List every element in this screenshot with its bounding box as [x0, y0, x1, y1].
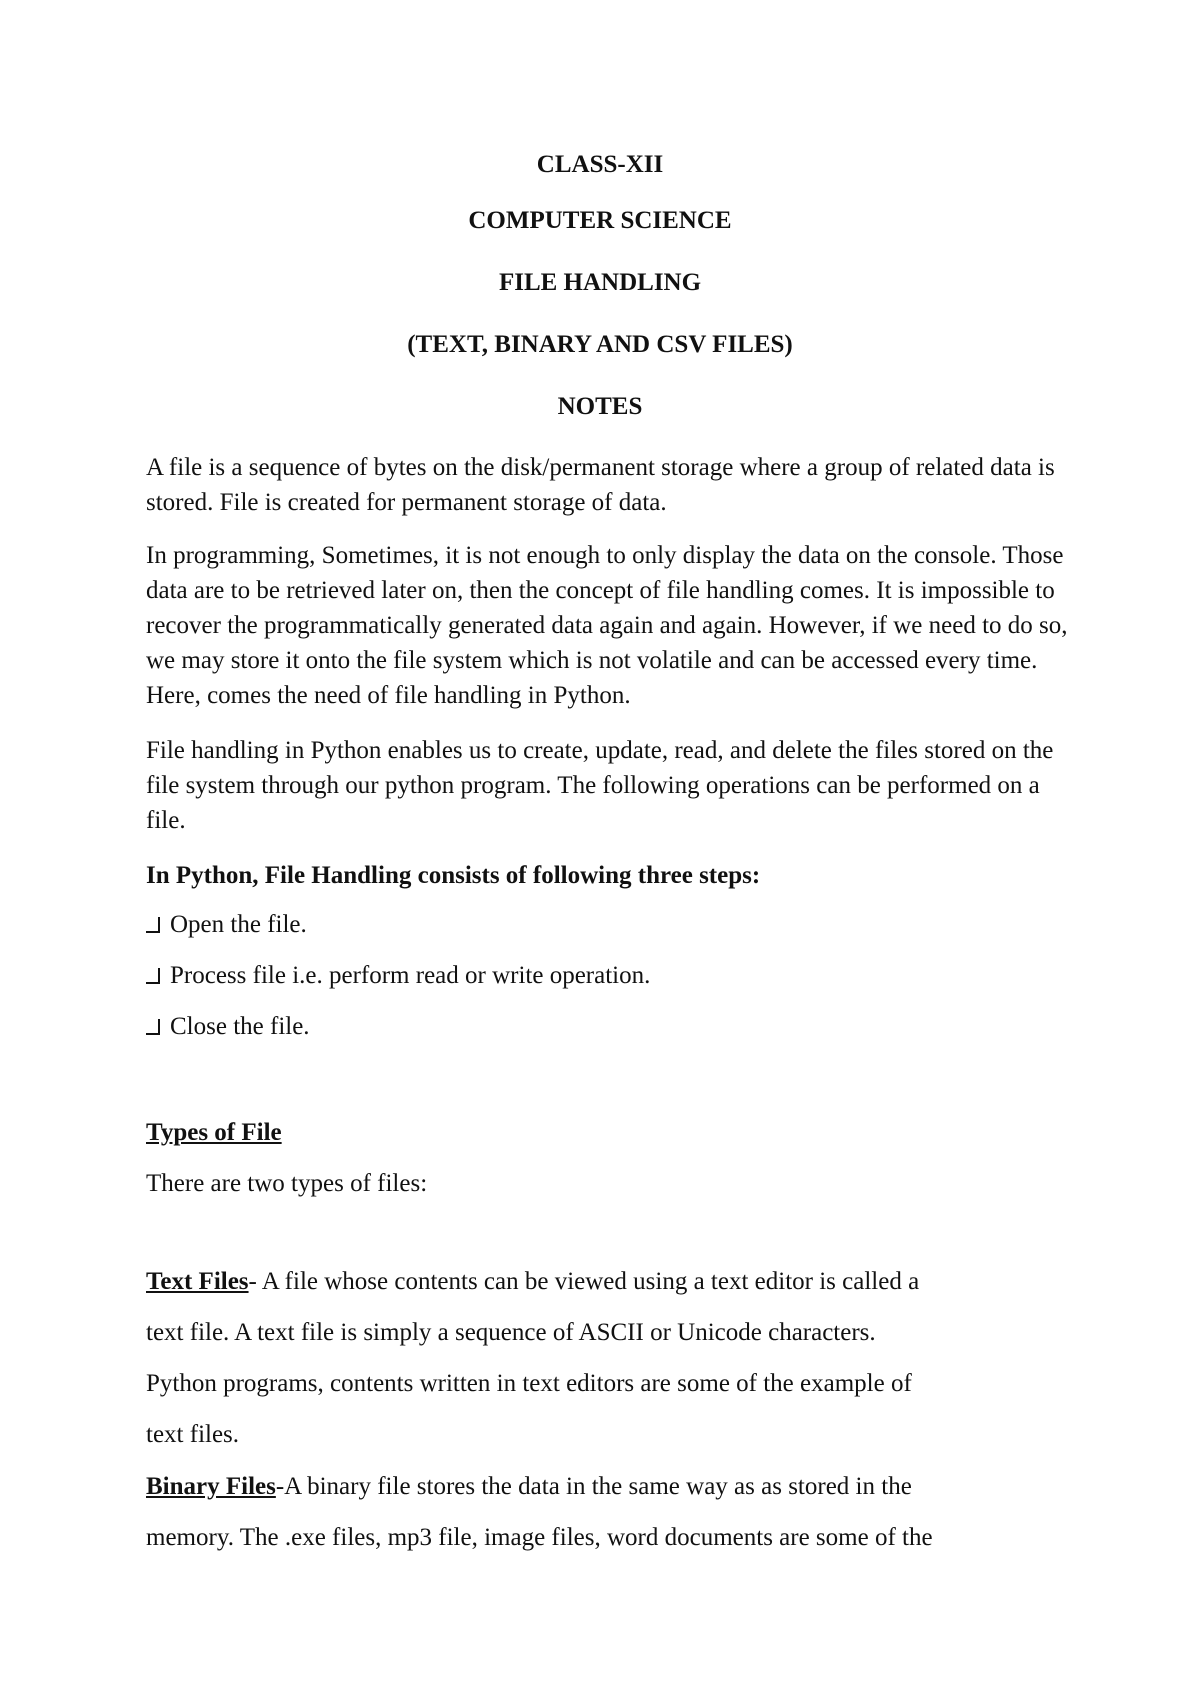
class-heading: CLASS-XII: [536, 151, 664, 178]
paragraph-line: In programming, Sometimes, it is not enough to only display the data on the console. Those: [146, 542, 1064, 569]
paragraph-line: file.: [146, 807, 186, 834]
step-item: [146, 910, 307, 940]
types-intro: There are two types of files:: [146, 1170, 428, 1197]
binary-files-section: [146, 1461, 1196, 1563]
paragraph-line: text files.: [146, 1421, 240, 1448]
corner-bracket-icon: [146, 917, 160, 933]
paragraph-line: Here, comes the need of file handling in Python.: [146, 682, 631, 709]
subtopic-heading: (TEXT, BINARY AND CSV FILES): [407, 331, 793, 358]
paragraph-line: A file is a sequence of bytes on the disk/permanent storage where a group of related data is: [146, 454, 1055, 481]
step-text: Process file i.e. perform read or write operation.: [170, 962, 651, 989]
types-title: Types of File: [146, 1119, 282, 1146]
steps-title: In Python, File Handling consists of following three steps:: [146, 862, 761, 889]
intro-paragraph-2: [146, 538, 1196, 713]
binary-files-line: -A binary file stores the data in the same way as as stored in the: [275, 1473, 912, 1500]
paragraph-line: file system through our python program. The following operations can be performed on a: [146, 772, 1040, 799]
intro-paragraph-1: [146, 450, 1196, 520]
paragraph-line: we may store it onto the file system which is not volatile and can be accessed every time.: [146, 647, 1038, 674]
notes-heading: NOTES: [557, 393, 643, 420]
paragraph-line: Python programs, contents written in text editors are some of the example of: [146, 1370, 912, 1397]
paragraph-line: recover the programmatically generated data again and again. However, if we need to do so,: [146, 612, 1068, 639]
subject-heading: COMPUTER SCIENCE: [468, 207, 732, 234]
text-files-line: - A file whose contents can be viewed using a text editor is called a: [248, 1268, 920, 1295]
paragraph-line: data are to be retrieved later on, then the concept of file handling comes. It is impossible to: [146, 577, 1055, 604]
text-files-label: Text Files: [146, 1268, 249, 1295]
corner-bracket-icon: [146, 968, 160, 984]
paragraph-line: [146, 1461, 1196, 1512]
topic-heading: FILE HANDLING: [498, 269, 702, 296]
corner-bracket-icon: [146, 1019, 160, 1035]
step-text: Close the file.: [170, 1013, 310, 1040]
paragraph-line: File handling in Python enables us to create, update, read, and delete the files stored on the: [146, 737, 1054, 764]
intro-paragraph-3: [146, 733, 1196, 838]
step-item: [146, 1012, 310, 1042]
paragraph-line: text file. A text file is simply a sequence of ASCII or Unicode characters.: [146, 1319, 876, 1346]
step-text: Open the file.: [170, 911, 307, 938]
step-item: [146, 961, 650, 991]
paragraph-line: stored. File is created for permanent storage of data.: [146, 489, 667, 516]
paragraph-line: [146, 1256, 1196, 1307]
paragraph-line: memory. The .exe files, mp3 file, image files, word documents are some of the: [146, 1524, 933, 1551]
text-files-section: [146, 1256, 1196, 1460]
binary-files-label: Binary Files: [146, 1473, 276, 1500]
